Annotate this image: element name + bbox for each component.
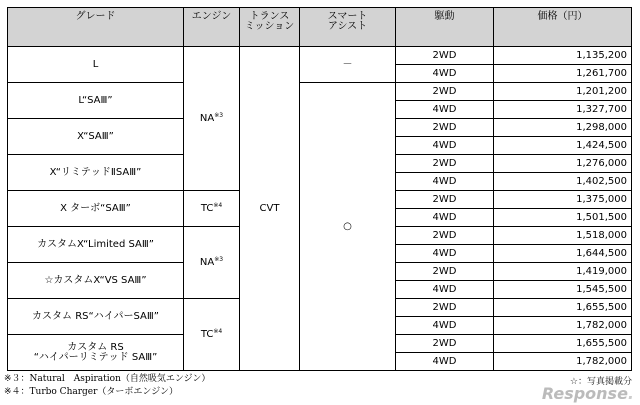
- grade-cell: ☆カスタムX“VS SAⅢ”: [8, 263, 184, 299]
- drive-cell: 4WD: [396, 173, 494, 191]
- footnote-na: ※３：Natural Aspiration（自然吸気エンジン）: [4, 374, 211, 384]
- transmission-cell: CVT: [240, 47, 300, 371]
- drive-cell: 4WD: [396, 137, 494, 155]
- drive-cell: 4WD: [396, 209, 494, 227]
- grade-cell: X ターボ“SAⅢ”: [8, 191, 184, 227]
- price-cell: 1,375,000: [494, 191, 632, 209]
- header-grade: グレード: [8, 8, 184, 47]
- drive-cell: 2WD: [396, 191, 494, 209]
- price-cell: 1,261,700: [494, 65, 632, 83]
- price-cell: 1,135,200: [494, 47, 632, 65]
- price-table: [7, 7, 632, 371]
- price-cell: 1,782,000: [494, 353, 632, 371]
- header-row: [8, 8, 632, 47]
- engine-cell: NA$^{※3}$: [184, 47, 240, 191]
- header-drive: 駆動: [396, 8, 494, 47]
- price-cell: 1,201,200: [494, 83, 632, 101]
- drive-cell: 2WD: [396, 299, 494, 317]
- drive-cell: 4WD: [396, 101, 494, 119]
- price-cell: 1,424,500: [494, 137, 632, 155]
- table-row: [8, 83, 632, 101]
- footnotes: [4, 373, 210, 399]
- engine-cell: TC$^{※4}$: [184, 191, 240, 227]
- price-cell: 1,501,500: [494, 209, 632, 227]
- photo-credit: ☆：写真掲載分: [569, 377, 632, 387]
- grade-cell: カスタム RS “ハイパーリミテッド SAⅢ”: [8, 335, 184, 371]
- drive-cell: 4WD: [396, 65, 494, 83]
- grade-cell: L“SAⅢ”: [8, 83, 184, 119]
- price-cell: 1,327,700: [494, 101, 632, 119]
- price-cell: 1,276,000: [494, 155, 632, 173]
- grade-cell: カスタム RS“ハイパーSAⅢ”: [8, 299, 184, 335]
- drive-cell: 2WD: [396, 227, 494, 245]
- header-smart-assist: スマート アシスト: [300, 8, 396, 47]
- price-cell: 1,655,500: [494, 299, 632, 317]
- grade-cell: L: [8, 47, 184, 83]
- drive-cell: 4WD: [396, 353, 494, 371]
- grade-cell: カスタムX“Limited SAⅢ”: [8, 227, 184, 263]
- drive-cell: 2WD: [396, 335, 494, 353]
- drive-cell: 2WD: [396, 47, 494, 65]
- drive-cell: 2WD: [396, 83, 494, 101]
- header-price: 価格（円）: [494, 8, 632, 47]
- header-engine: エンジン: [184, 8, 240, 47]
- grade-cell: X“SAⅢ”: [8, 119, 184, 155]
- price-cell: 1,298,000: [494, 119, 632, 137]
- price-cell: 1,545,500: [494, 281, 632, 299]
- response-logo: Response.: [541, 384, 634, 403]
- grade-cell: X“リミテッドⅡSAⅢ”: [8, 155, 184, 191]
- price-cell: 1,419,000: [494, 263, 632, 281]
- table-row: [8, 47, 632, 65]
- footnote-tc: ※４：Turbo Charger（ターボエンジン）: [4, 387, 178, 397]
- drive-cell: 2WD: [396, 119, 494, 137]
- drive-cell: 2WD: [396, 155, 494, 173]
- smart-assist-cell: －: [300, 47, 396, 83]
- header-transmission: トランス ミッション: [240, 8, 300, 47]
- price-cell: 1,644,500: [494, 245, 632, 263]
- price-cell: 1,402,500: [494, 173, 632, 191]
- drive-cell: 4WD: [396, 245, 494, 263]
- price-cell: 1,518,000: [494, 227, 632, 245]
- drive-cell: 4WD: [396, 317, 494, 335]
- price-cell: 1,655,500: [494, 335, 632, 353]
- price-cell: 1,782,000: [494, 317, 632, 335]
- drive-cell: 4WD: [396, 281, 494, 299]
- engine-cell: TC$^{※4}$: [184, 299, 240, 371]
- smart-assist-cell: ○: [300, 83, 396, 371]
- drive-cell: 2WD: [396, 263, 494, 281]
- engine-cell: NA$^{※3}$: [184, 227, 240, 299]
